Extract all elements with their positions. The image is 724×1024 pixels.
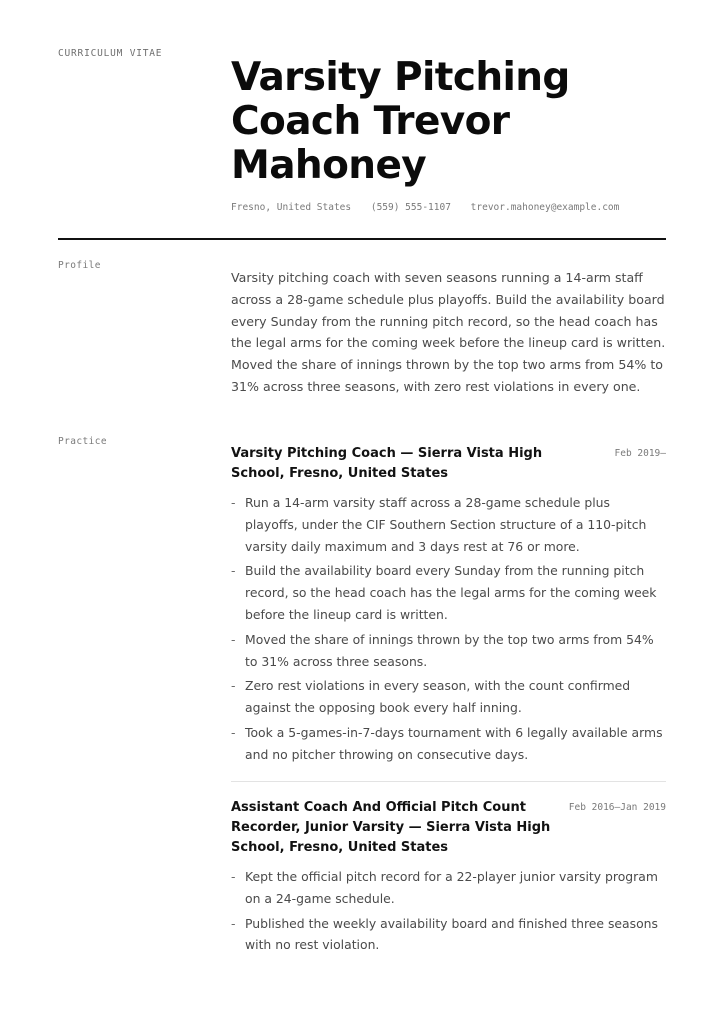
job-header [231, 444, 666, 484]
bullet-text: Build the availability board every Sunday from the running pitch record, so the head coach has the legal arms for the coming week before the lineup card is written. [245, 563, 657, 622]
job-dates: Feb 2019– [614, 448, 666, 459]
bullet-item [231, 675, 666, 719]
bullet-item [231, 492, 666, 557]
bullet-item [231, 722, 666, 766]
document-eyebrow: CURRICULUM VITAE [58, 48, 163, 59]
contact-line [231, 202, 633, 213]
job-bullets [231, 492, 666, 766]
job-header [231, 798, 666, 858]
profile-summary: Varsity pitching coach with seven seasons running a 14-arm staff across a 28-game schedule plus playoffs. Build the availability board every Sunday from the running pitch record, so the head coach has the legal arms for the coming week before the lineup card is written. Moved the share of innings thrown by the top two arms from 54% to 31% across three seasons, with zero rest violations in every one. [231, 270, 666, 394]
bullet-item [231, 560, 666, 625]
contact-phone: (559) 555-1107 [370, 202, 451, 213]
bullet-text: Zero rest violations in every season, with the count confirmed against the opposing book every half inning. [245, 678, 631, 716]
bullet-text: Took a 5-games-in-7-days tournament with 6 legally available arms and no pitcher throwing on consecutive days. [245, 724, 663, 762]
contact-location: Fresno, United States [231, 202, 352, 213]
bullet-text: Run a 14-arm varsity staff across a 28-game schedule plus playoffs, under the CIF Southern Section structure of a 110-pitch varsity daily maximum and 3 days rest at 76 or more. [245, 495, 647, 554]
bullet-text: Kept the official pitch record for a 22-player junior varsity program on a 24-game schedule. [245, 869, 658, 906]
contact-email: trevor.mahoney@example.com [470, 202, 620, 213]
dash-icon: - [231, 678, 236, 694]
candidate-name: Varsity Pitching Coach Trevor Mahoney [231, 55, 570, 188]
job-title: Assistant Coach And Official Pitch Count Recorder, Junior Varsity — Sierra Vista High School, Fresno, United States [231, 800, 551, 855]
job-entry [231, 798, 666, 959]
dash-icon: - [231, 915, 236, 931]
bullet-item [231, 913, 666, 957]
job-entry [231, 444, 666, 769]
job-title: Varsity Pitching Coach — Sierra Vista High School, Fresno, United States [231, 446, 543, 481]
dash-icon: - [231, 563, 236, 579]
bullet-item [231, 866, 666, 910]
bullet-item [231, 629, 666, 673]
job-dates: Feb 2016–Jan 2019 [568, 802, 666, 813]
section-label-profile: Profile [58, 260, 101, 271]
job-divider [231, 781, 666, 782]
bullet-text: Published the weekly availability board and finished three seasons with no rest violation. [245, 915, 658, 953]
dash-icon: - [231, 631, 236, 647]
dash-icon: - [231, 724, 236, 740]
bullet-text: Moved the share of innings thrown by the top two arms from 54% to 31% across three seasons. [245, 631, 654, 669]
dash-icon: - [231, 869, 236, 884]
job-bullets [231, 866, 666, 956]
section-label-practice: Practice [58, 436, 107, 447]
dash-icon: - [231, 495, 236, 510]
header-divider [58, 238, 666, 240]
